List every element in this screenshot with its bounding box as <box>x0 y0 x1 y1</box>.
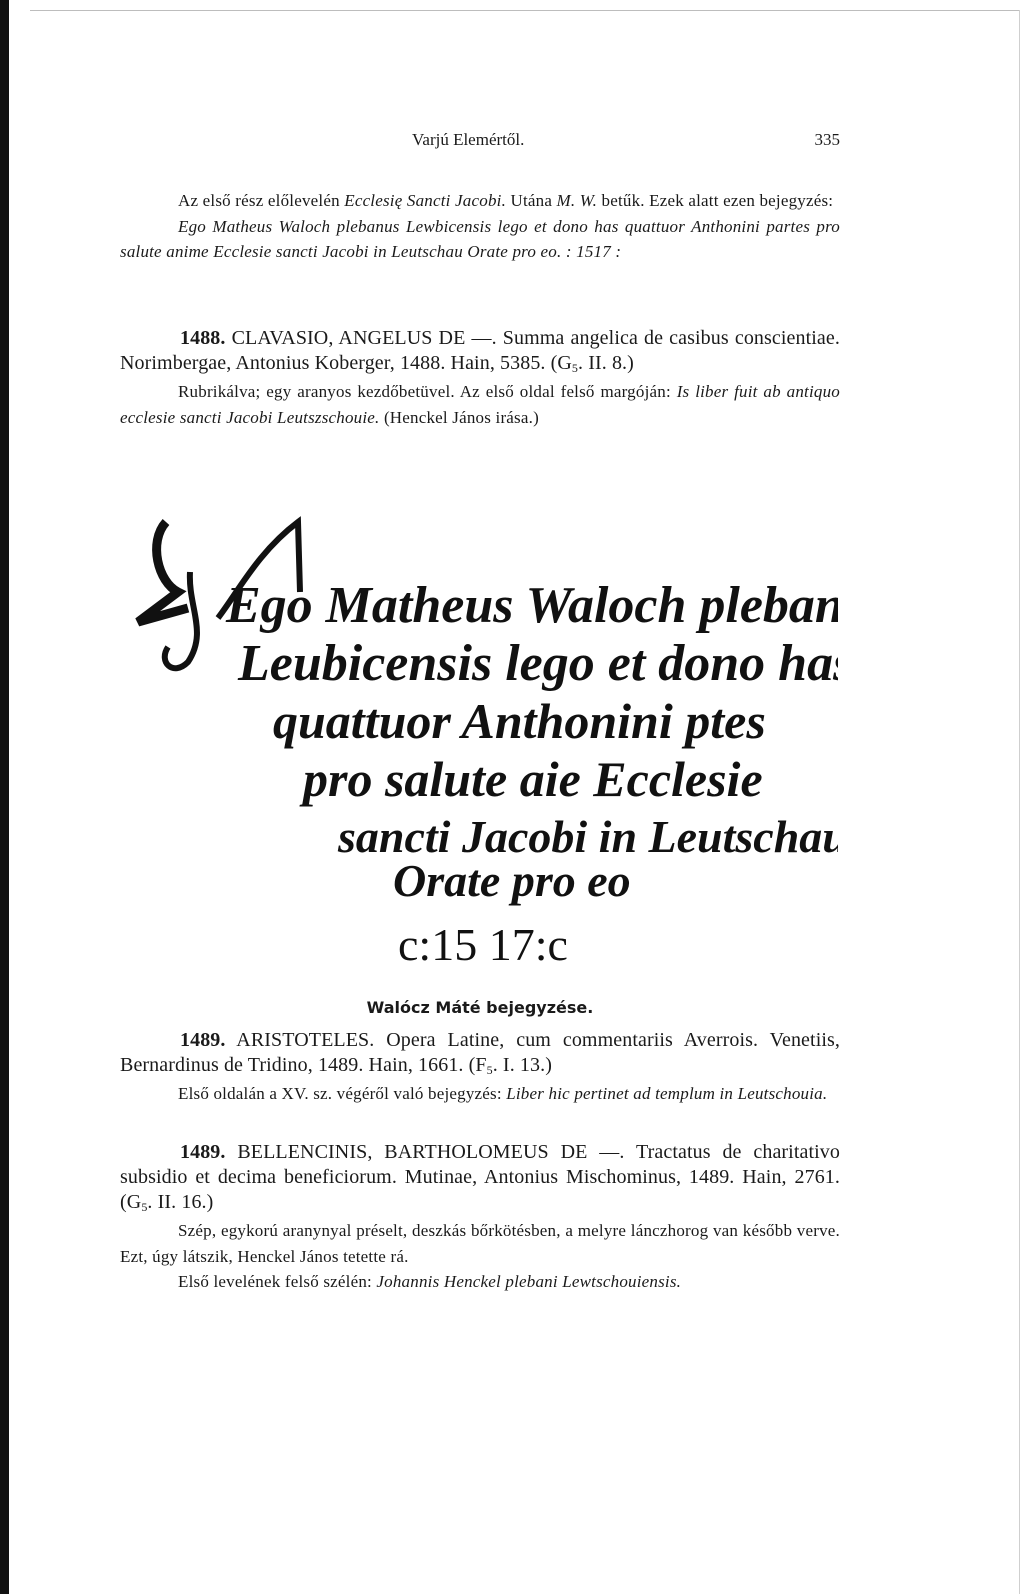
note-text: Első levelének felső szélén: <box>178 1272 377 1291</box>
running-title: Varjú Elemértől. <box>412 130 525 149</box>
manuscript-line-4: pro salute aie Ecclesie <box>303 751 763 807</box>
entry-number: 1488. <box>180 327 226 349</box>
entry-1489a-citation <box>120 1028 840 1078</box>
manuscript-line-5: sancti Jacobi in Leutschau <box>338 811 838 862</box>
note-text: Első oldalán a XV. sz. végéről való bejegyzés: <box>178 1084 507 1103</box>
entry-text: CLAVASIO, ANGELUS DE —. Summa angelica de casibus conscientiae. Norimbergae, Antonius Koberger, 1488. Hain, 5385. (G <box>120 327 840 374</box>
intro-part-a: Az első rész előlevelén <box>178 191 345 210</box>
entry-1489b-note: Szép, egykorú aranynyal préselt, deszkás bőrkötésben, a melyre lánczhorog van később verve. Ezt, úgy látszik, Henckel János tetette rá. <box>120 1221 840 1266</box>
entry-tail: . II. 8.) <box>578 352 634 374</box>
entry-subscript: 5 <box>141 1200 148 1214</box>
manuscript-line-3: quattuor Anthonini ptes <box>273 693 766 749</box>
entry-tail: . I. 13.) <box>492 1054 552 1076</box>
entry-1489-aristoteles <box>120 1028 840 1107</box>
transcription-italic: Ego Matheus Waloch plebanus Lewbicensis lego et dono has quattuor Anthonini partes pro salute anime Ecclesie sancti Jacobi in Leutschau Orate pro eo. : 1517 : <box>120 216 840 261</box>
manuscript-line-2: Leubicensis lego et dono has <box>238 635 838 692</box>
entry-subscript: 5 <box>571 361 579 375</box>
note-tail: (Henckel János irása.) <box>379 407 539 427</box>
entry-text: ARISTOTELES. Opera Latine, cum commentariis Averrois. Venetiis, Bernardinus de Tridino, 1489. Hain, 1661. (F <box>120 1029 840 1076</box>
entry-number: 1489. <box>180 1029 226 1051</box>
entry-1489a-note <box>120 1081 840 1107</box>
entry-text: BELLENCINIS, BARTHOLOMEUS DE —. Tractatus de charitativo subsidio et decima beneficiorum. Mutinae, Antonius Mischominus, 1489. Hain, 2761. (G <box>120 1141 840 1213</box>
intro-part-e: betűk. Ezek alatt ezen bejegyzés: <box>597 191 834 210</box>
entry-1488 <box>120 326 840 430</box>
entry-tail: . II. 16.) <box>147 1191 214 1213</box>
figure-caption: Walócz Máté bejegyzése. <box>366 998 594 1017</box>
scan-top-border <box>30 10 1020 11</box>
entry-1489b-citation <box>120 1140 840 1215</box>
intro-part-c: Utána <box>506 191 557 210</box>
manuscript-line-1: Ego Matheus Waloch plebanus <box>226 577 838 634</box>
entry-1489b-note-2 <box>120 1269 840 1295</box>
scan-right-border <box>1019 10 1020 1594</box>
transcription-quote <box>120 214 840 265</box>
entry-1489-bellencinis <box>120 1140 840 1295</box>
manuscript-image <box>118 512 838 982</box>
entry-1488-citation <box>120 326 840 376</box>
intro-text <box>120 188 840 214</box>
page-edge-shadow <box>0 0 9 1594</box>
note-italic: Liber hic pertinet ad templum in Leutschouia. <box>506 1084 828 1103</box>
manuscript-date-line: c:15 17:c <box>398 919 568 970</box>
entry-1488-note <box>120 379 840 430</box>
note-text: Rubrikálva; egy aranyos kezdőbetüvel. Az első oldal felső margóján: <box>178 382 677 401</box>
page-number: 335 <box>814 130 840 149</box>
running-header <box>120 130 840 154</box>
entry-subscript: 5 <box>486 1063 493 1077</box>
entry-number: 1489. <box>180 1141 226 1163</box>
initial-flourish-l <box>138 522 188 622</box>
manuscript-line-6: Orate pro eo <box>393 855 631 906</box>
note-italic: Johannis Henckel plebani Lewtschouiensis. <box>376 1272 682 1291</box>
note-italic: Is liber fuit ab antiquo ecclesie sancti Jacobi Leutszschouie. <box>120 382 840 427</box>
intro-italic-d: M. W. <box>556 191 598 210</box>
intro-paragraph <box>120 188 840 265</box>
intro-italic-b: Ecclesię Sancti Jacobi. <box>344 191 507 210</box>
manuscript-facsimile <box>118 512 838 982</box>
